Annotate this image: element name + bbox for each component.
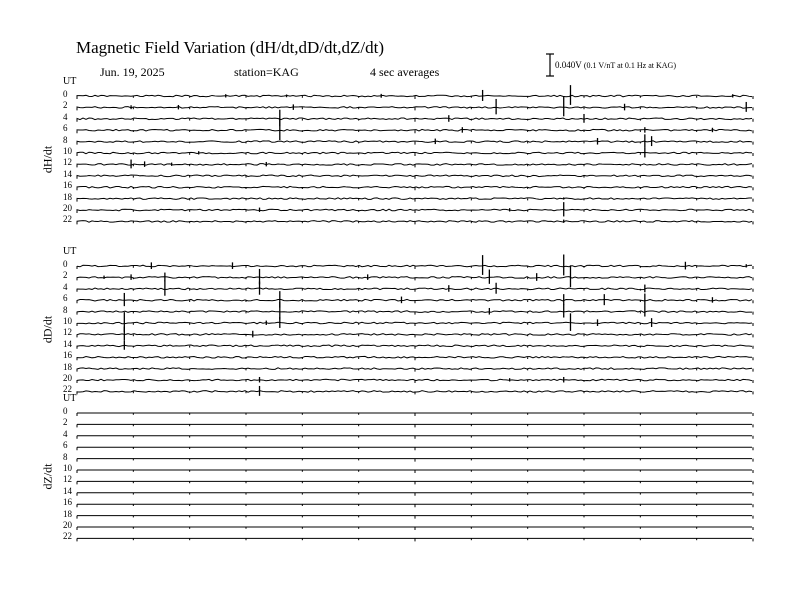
trace-rows [77, 85, 753, 541]
hour-tick-label: 4 [63, 281, 68, 292]
hour-tick-label: 20 [63, 373, 72, 383]
hour-tick-label: 18 [63, 508, 72, 519]
hour-tick-label: 6 [63, 293, 68, 304]
scale-value: 0.040V [555, 60, 582, 70]
panel-2 [77, 413, 753, 541]
hour-tick-label: 8 [63, 451, 68, 462]
hour-tick-label: 14 [63, 338, 72, 349]
panel-name-label: dH/dt [40, 145, 55, 173]
hour-tick-label: 16 [63, 497, 72, 508]
hour-tick-label: 4 [63, 428, 68, 439]
hour-tick-label: 0 [63, 259, 68, 269]
hour-tick-label: 8 [63, 134, 68, 145]
date-label: Jun. 19, 2025 [100, 65, 165, 79]
hour-tick-label: 14 [63, 485, 72, 496]
ut-label: UT [63, 246, 77, 257]
averaging-label: 4 sec averages [370, 65, 440, 79]
hour-tick-label: 10 [63, 316, 72, 326]
hour-tick-label: 16 [63, 350, 72, 361]
hour-tick-label: 22 [63, 531, 72, 542]
hour-tick-label: 6 [63, 440, 68, 451]
hour-tick-label: 10 [63, 146, 72, 156]
hour-tick-label: 16 [63, 180, 72, 191]
hour-tick-label: 20 [63, 203, 72, 213]
panel-0 [77, 85, 753, 224]
hour-tick-label: 4 [63, 111, 68, 122]
panel-name-label: dZ/dt [40, 463, 55, 490]
hour-tick-label: 0 [63, 89, 68, 99]
hour-tick-label: 12 [63, 327, 72, 338]
panel-name-label: dD/dt [40, 315, 55, 343]
hour-tick-label: 6 [63, 123, 68, 134]
hour-tick-label: 14 [63, 168, 72, 179]
hour-tick-label: 18 [63, 191, 72, 202]
hour-tick-label: 0 [63, 406, 68, 416]
ut-label: UT [63, 393, 77, 404]
hour-tick-label: 22 [63, 384, 72, 395]
hour-tick-label: 10 [63, 463, 72, 473]
hour-tick-label: 20 [63, 520, 72, 530]
panel-1 [77, 255, 753, 396]
hour-tick-label: 2 [63, 270, 68, 281]
ut-label: UT [63, 76, 77, 87]
hour-tick-label: 12 [63, 157, 72, 168]
hour-tick-label: 8 [63, 304, 68, 315]
hour-tick-label: 18 [63, 361, 72, 372]
hour-tick-label: 2 [63, 417, 68, 428]
station-label: station=KAG [234, 65, 299, 79]
hour-tick-label: 12 [63, 474, 72, 485]
hour-tick-label: 2 [63, 100, 68, 111]
hour-tick-label: 22 [63, 214, 72, 225]
scale-note: (0.1 V/nT at 0.1 Hz at KAG) [583, 61, 676, 70]
chart-title: Magnetic Field Variation (dH/dt,dD/dt,dZ/dt) [76, 38, 385, 57]
